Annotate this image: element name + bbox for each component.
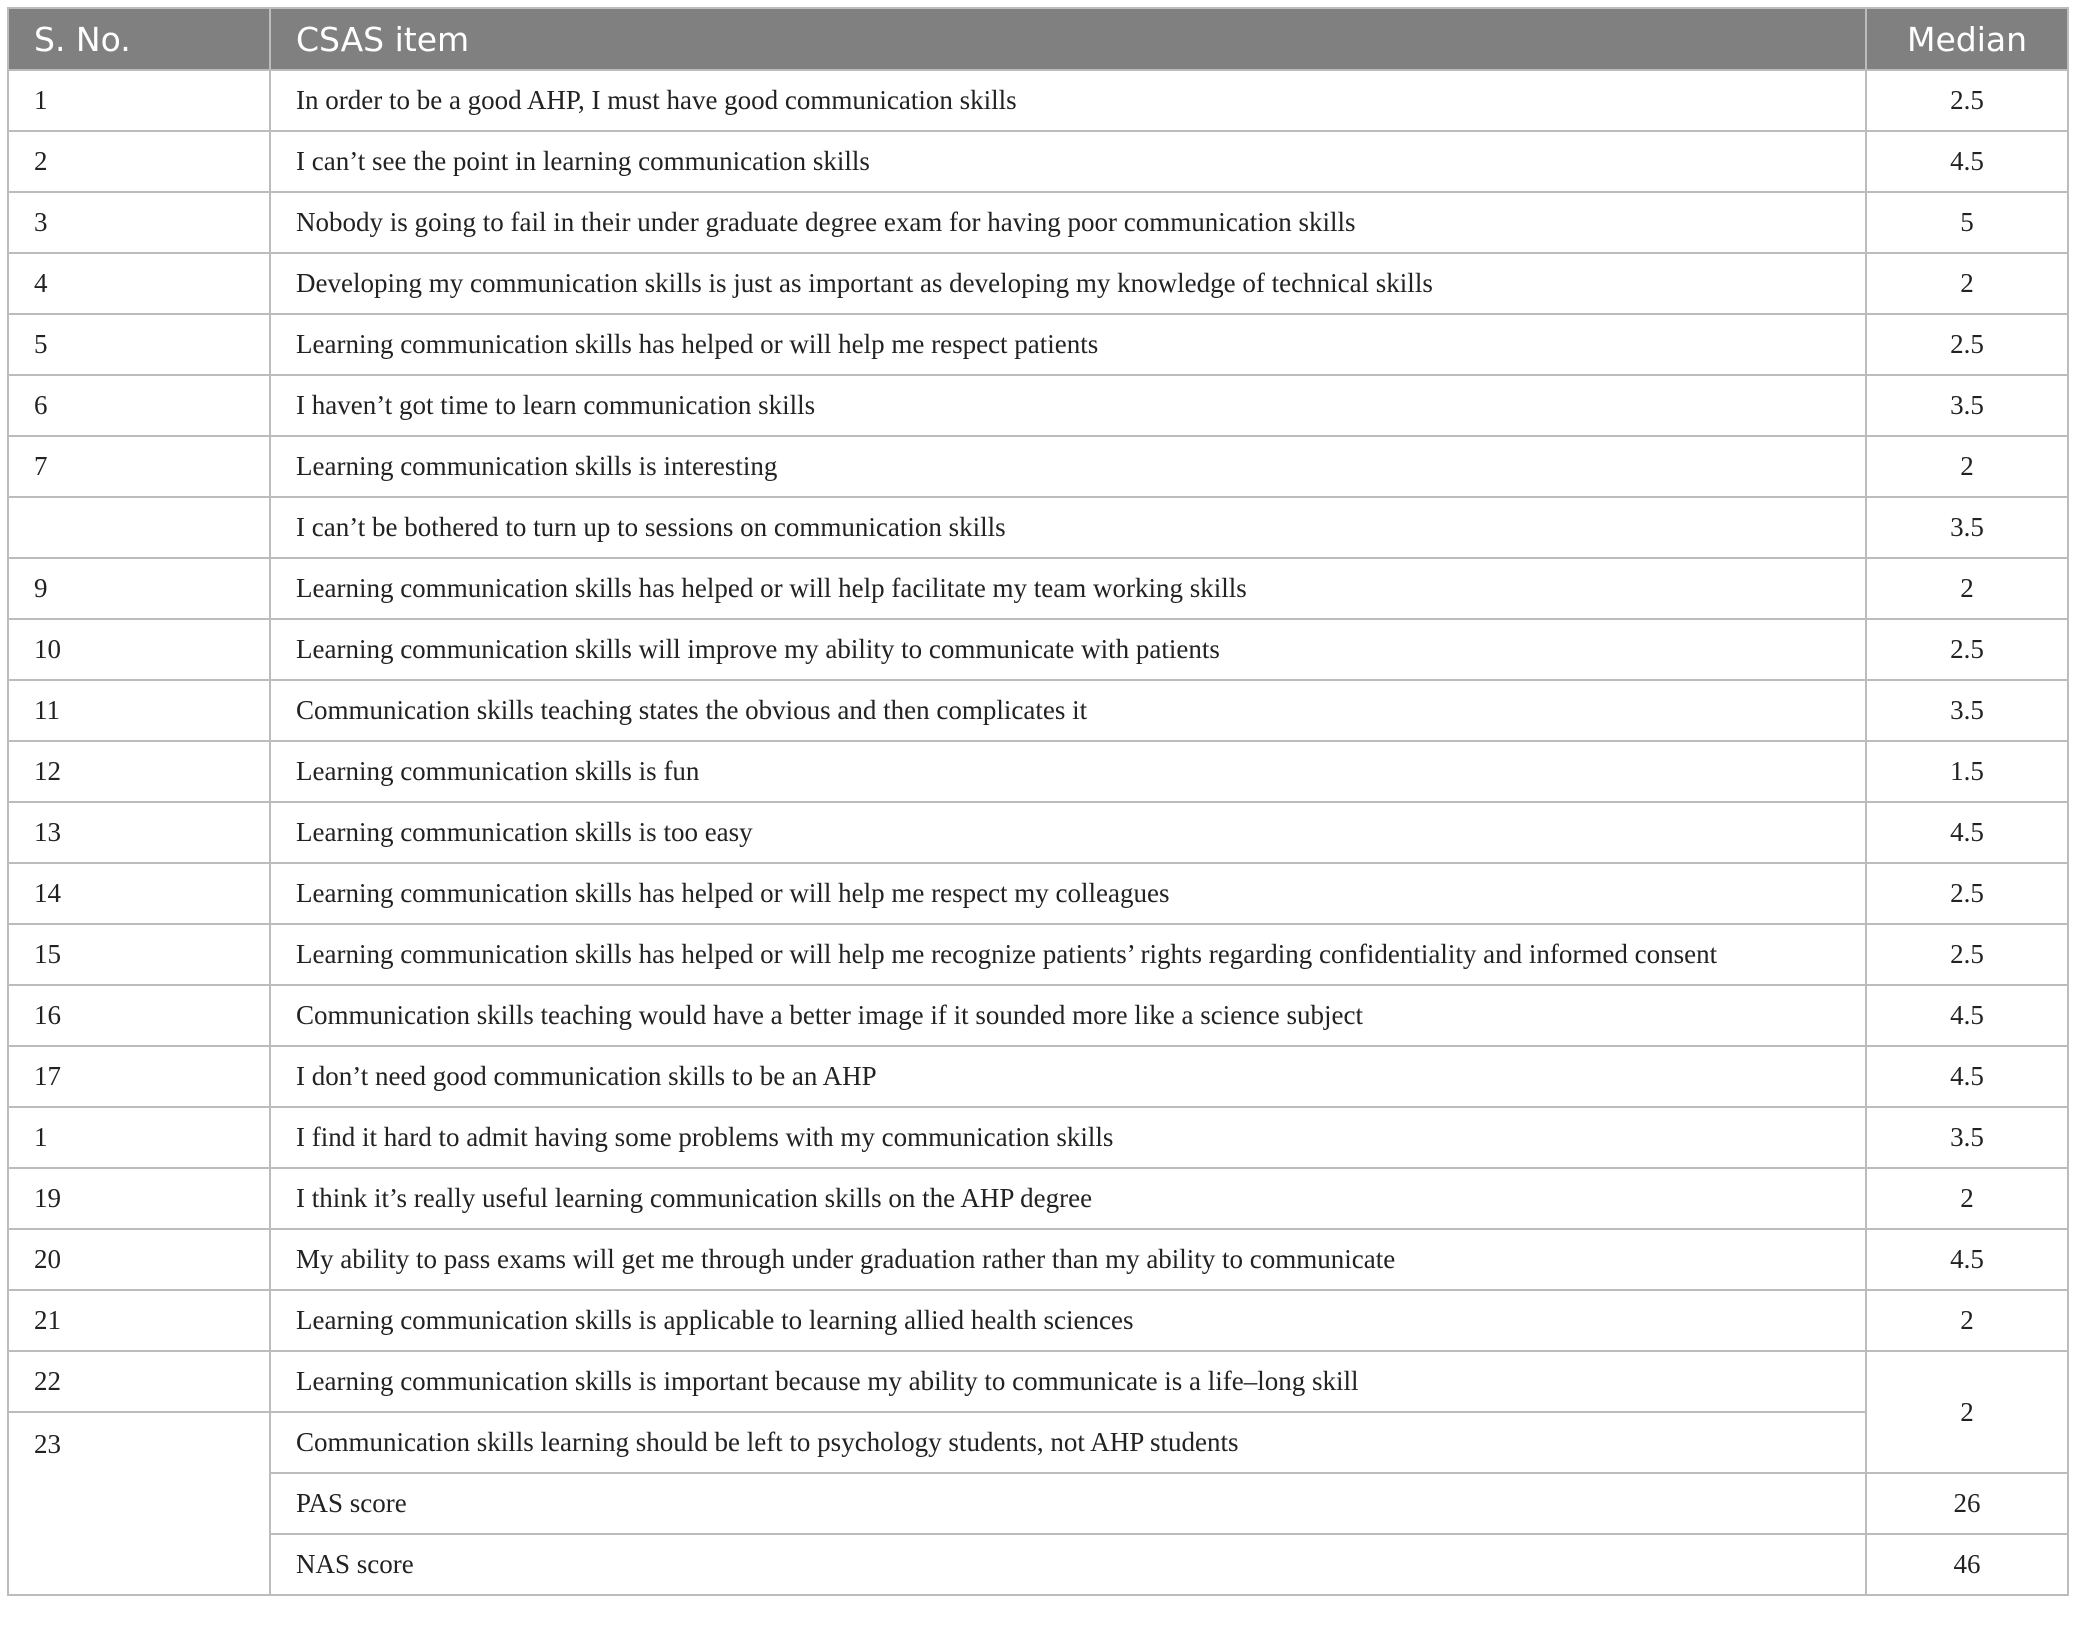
table-row bbox=[8, 497, 2068, 558]
row-sno: 17 bbox=[8, 1046, 270, 1107]
row-sno: 19 bbox=[8, 1168, 270, 1229]
row-median: 2 bbox=[1866, 436, 2068, 497]
row-sno: 13 bbox=[8, 802, 270, 863]
table-body bbox=[8, 70, 2068, 1595]
table-row bbox=[8, 863, 2068, 924]
score-label: NAS score bbox=[270, 1534, 1866, 1595]
row-item: Learning communication skills is interesting bbox=[270, 436, 1866, 497]
table-row bbox=[8, 70, 2068, 131]
row-median: 4.5 bbox=[1866, 131, 2068, 192]
row-median: 4.5 bbox=[1866, 1229, 2068, 1290]
row-item: Developing my communication skills is just as important as developing my knowledge of technical skills bbox=[270, 253, 1866, 314]
row-median: 2 bbox=[1866, 1168, 2068, 1229]
score-row bbox=[8, 1473, 2068, 1534]
header-median: Median bbox=[1866, 8, 2068, 70]
row-median: 2 bbox=[1866, 558, 2068, 619]
table-row bbox=[8, 253, 2068, 314]
table-row bbox=[8, 619, 2068, 680]
row-sno: 2 bbox=[8, 131, 270, 192]
row-median: 2.5 bbox=[1866, 924, 2068, 985]
row-median: 3.5 bbox=[1866, 680, 2068, 741]
table-row bbox=[8, 192, 2068, 253]
row-median: 3.5 bbox=[1866, 1107, 2068, 1168]
table-row bbox=[8, 1107, 2068, 1168]
row-median: 4.5 bbox=[1866, 1046, 2068, 1107]
row-median: 2.5 bbox=[1866, 70, 2068, 131]
table-row bbox=[8, 314, 2068, 375]
row-median: 2 bbox=[1866, 253, 2068, 314]
row-median: 2.5 bbox=[1866, 314, 2068, 375]
row-sno: 20 bbox=[8, 1229, 270, 1290]
row-sno: 11 bbox=[8, 680, 270, 741]
score-median: 46 bbox=[1866, 1534, 2068, 1595]
row-sno: 15 bbox=[8, 924, 270, 985]
row-item: My ability to pass exams will get me through under graduation rather than my ability to communicate bbox=[270, 1229, 1866, 1290]
row-median: 2.5 bbox=[1866, 619, 2068, 680]
row-sno: 14 bbox=[8, 863, 270, 924]
row-median: 4.5 bbox=[1866, 802, 2068, 863]
row-sno: 3 bbox=[8, 192, 270, 253]
row-item: Communication skills teaching states the obvious and then complicates it bbox=[270, 680, 1866, 741]
row-sno: 16 bbox=[8, 985, 270, 1046]
table-row bbox=[8, 741, 2068, 802]
row-median: 5 bbox=[1866, 192, 2068, 253]
row-sno: 21 bbox=[8, 1290, 270, 1351]
row-sno: 1 bbox=[8, 1107, 270, 1168]
header-sno: S. No. bbox=[8, 8, 270, 70]
table-row bbox=[8, 1412, 2068, 1473]
table-row bbox=[8, 680, 2068, 741]
row-sno: 1 bbox=[8, 70, 270, 131]
row-item: Learning communication skills has helped or will help facilitate my team working skills bbox=[270, 558, 1866, 619]
row-sno: 9 bbox=[8, 558, 270, 619]
table-row bbox=[8, 924, 2068, 985]
row-item: Learning communication skills has helped or will help me respect patients bbox=[270, 314, 1866, 375]
table-row bbox=[8, 802, 2068, 863]
score-row bbox=[8, 1534, 2068, 1595]
table-row bbox=[8, 1168, 2068, 1229]
row-sno: 10 bbox=[8, 619, 270, 680]
row-sno: 12 bbox=[8, 741, 270, 802]
row-item: I can’t see the point in learning communication skills bbox=[270, 131, 1866, 192]
table-row bbox=[8, 985, 2068, 1046]
table-row bbox=[8, 1046, 2068, 1107]
row-median: 2.5 bbox=[1866, 863, 2068, 924]
row-item: Communication skills learning should be left to psychology students, not AHP students bbox=[270, 1412, 1866, 1473]
row-item: Learning communication skills is applicable to learning allied health sciences bbox=[270, 1290, 1866, 1351]
header-item: CSAS item bbox=[270, 8, 1866, 70]
row-median: 2 bbox=[1866, 1290, 2068, 1351]
row-item: I find it hard to admit having some problems with my communication skills bbox=[270, 1107, 1866, 1168]
row-item: Nobody is going to fail in their under graduate degree exam for having poor communication skills bbox=[270, 192, 1866, 253]
row-item: Communication skills teaching would have a better image if it sounded more like a science subject bbox=[270, 985, 1866, 1046]
csas-median-table bbox=[7, 7, 2069, 1596]
row-item: Learning communication skills has helped or will help me respect my colleagues bbox=[270, 863, 1866, 924]
row-sno bbox=[8, 497, 270, 558]
row-item: In order to be a good AHP, I must have good communication skills bbox=[270, 70, 1866, 131]
row-median: 3.5 bbox=[1866, 497, 2068, 558]
row-item: Learning communication skills will improve my ability to communicate with patients bbox=[270, 619, 1866, 680]
table-row bbox=[8, 131, 2068, 192]
row-item: Learning communication skills is too easy bbox=[270, 802, 1866, 863]
row-sno: 23 bbox=[8, 1412, 270, 1595]
table-row bbox=[8, 375, 2068, 436]
table-row bbox=[8, 436, 2068, 497]
score-label: PAS score bbox=[270, 1473, 1866, 1534]
table-row bbox=[8, 1351, 2068, 1412]
table-row bbox=[8, 1290, 2068, 1351]
row-item: I don’t need good communication skills to be an AHP bbox=[270, 1046, 1866, 1107]
row-median: 2 bbox=[1866, 1351, 2068, 1473]
row-median: 3.5 bbox=[1866, 375, 2068, 436]
row-median: 1.5 bbox=[1866, 741, 2068, 802]
row-sno: 4 bbox=[8, 253, 270, 314]
row-sno: 6 bbox=[8, 375, 270, 436]
table-row bbox=[8, 558, 2068, 619]
row-sno: 5 bbox=[8, 314, 270, 375]
score-median: 26 bbox=[1866, 1473, 2068, 1534]
row-item: Learning communication skills is important because my ability to communicate is a life–long skill bbox=[270, 1351, 1866, 1412]
row-item: Learning communication skills has helped or will help me recognize patients’ rights regarding confidentiality and informed consent bbox=[270, 924, 1866, 985]
row-item: Learning communication skills is fun bbox=[270, 741, 1866, 802]
row-sno: 7 bbox=[8, 436, 270, 497]
row-median: 4.5 bbox=[1866, 985, 2068, 1046]
row-item: I can’t be bothered to turn up to sessions on communication skills bbox=[270, 497, 1866, 558]
table-row bbox=[8, 1229, 2068, 1290]
row-sno: 22 bbox=[8, 1351, 270, 1412]
header-row bbox=[8, 8, 2068, 70]
row-item: I think it’s really useful learning communication skills on the AHP degree bbox=[270, 1168, 1866, 1229]
row-item: I haven’t got time to learn communication skills bbox=[270, 375, 1866, 436]
